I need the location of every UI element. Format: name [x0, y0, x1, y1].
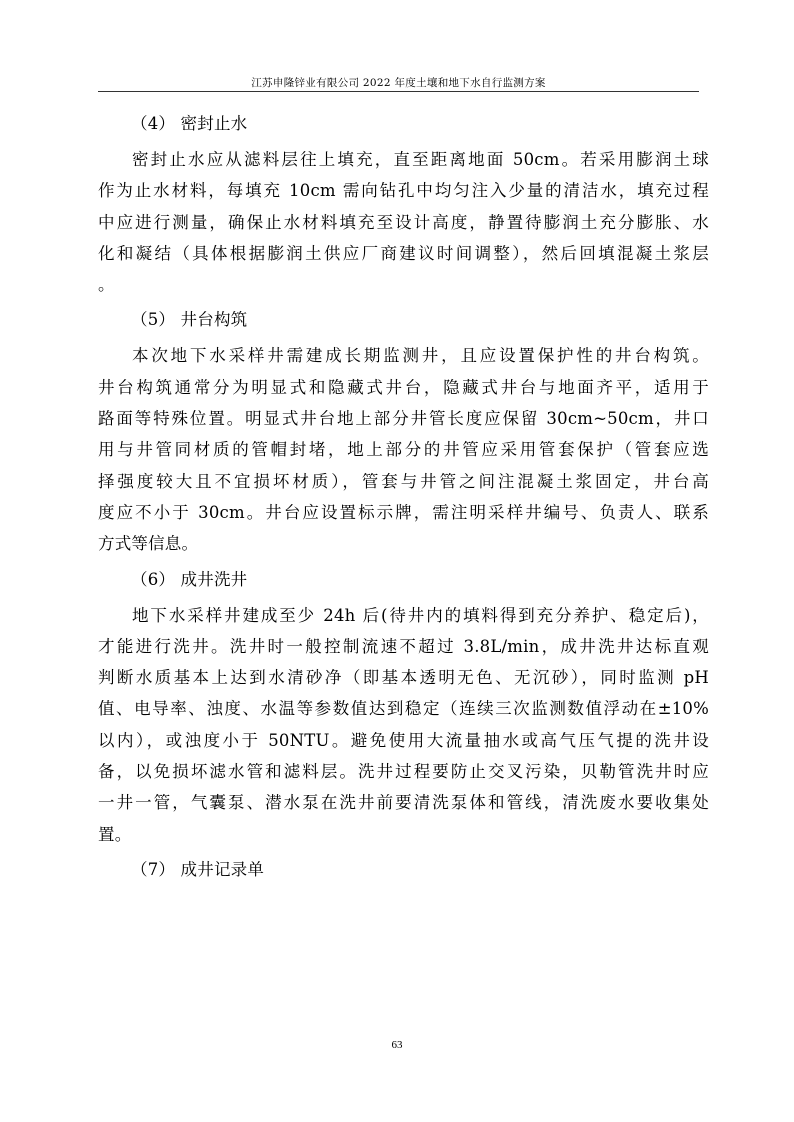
paragraph-line: 用与井管同材质的管帽封堵，地上部分的井管应采用管套保护（管套应选: [98, 440, 709, 460]
paragraph-line: 化和凝结（具体根据膨润土供应厂商建议时间调整），然后回填混凝土浆层: [98, 243, 709, 263]
paragraph-line: 备，以免损坏滤水管和滤料层。洗井过程要防止交叉污染，贝勒管洗井时应: [98, 762, 709, 782]
paragraph-line: 本次地下水采样井需建成长期监测井，且应设置保护性的井台构筑。: [132, 346, 709, 366]
section-heading-7: （7） 成井记录单: [131, 859, 265, 879]
paragraph-line: 地下水采样井建成至少 24h 后(待井内的填料得到充分养护、稳定后)，: [132, 605, 709, 625]
paragraph-line: 判断水质基本上达到水清砂净（即基本透明无色、无沉砂），同时监测 pH: [98, 668, 709, 688]
paragraph-line: 。: [98, 275, 115, 295]
paragraph-line: 置。: [98, 824, 132, 844]
section-heading-5: （5） 井台构筑: [131, 310, 248, 330]
section-heading-6: （6） 成井洗井: [131, 569, 248, 589]
paragraph-line: 井台构筑通常分为明显式和隐藏式井台，隐藏式井台与地面齐平，适用于: [98, 377, 709, 397]
paragraph-line: 一井一管，气囊泵、潜水泵在洗井前要清洗泵体和管线，清洗废水要收集处: [98, 793, 709, 813]
page-number: 63: [391, 1039, 403, 1051]
paragraph-line: 路面等特殊位置。明显式井台地上部分井管长度应保留 30cm~50cm，井口: [98, 409, 709, 429]
paragraph-line: 中应进行测量，确保止水材料填充至设计高度，静置待膨润土充分膨胀、水: [98, 212, 709, 232]
paragraph-line: 才能进行洗井。洗井时一般控制流速不超过 3.8L/min，成井洗井达标直观: [98, 636, 709, 656]
header-divider: [98, 91, 699, 92]
paragraph-line: 以内），或浊度小于 50NTU。避免使用大流量抽水或高气压气提的洗井设: [98, 730, 709, 750]
section-heading-4: （4） 密封止水: [131, 114, 248, 133]
running-header: 江苏申隆锌业有限公司 2022 年度土壤和地下水自行监测方案: [251, 77, 546, 89]
document-body: [98, 104, 709, 890]
paragraph-line: 择强度较大且不宜损坏材质），管套与井管之间注混凝土浆固定，井台高: [98, 471, 709, 491]
paragraph-line: 值、电导率、浊度、水温等参数值达到稳定（连续三次监测数值浮动在±10%: [98, 699, 709, 719]
paragraph-line: 方式等信息。: [98, 534, 199, 554]
paragraph-line: 度应不小于 30cm。井台应设置标示牌，需注明采样井编号、负责人、联系: [98, 502, 709, 522]
paragraph-line: 作为止水材料，每填充 10cm 需向钻孔中均匀注入少量的清洁水，填充过程: [98, 181, 709, 201]
paragraph-line: 密封止水应从滤料层往上填充，直至距离地面 50cm。若采用膨润土球: [132, 150, 709, 169]
